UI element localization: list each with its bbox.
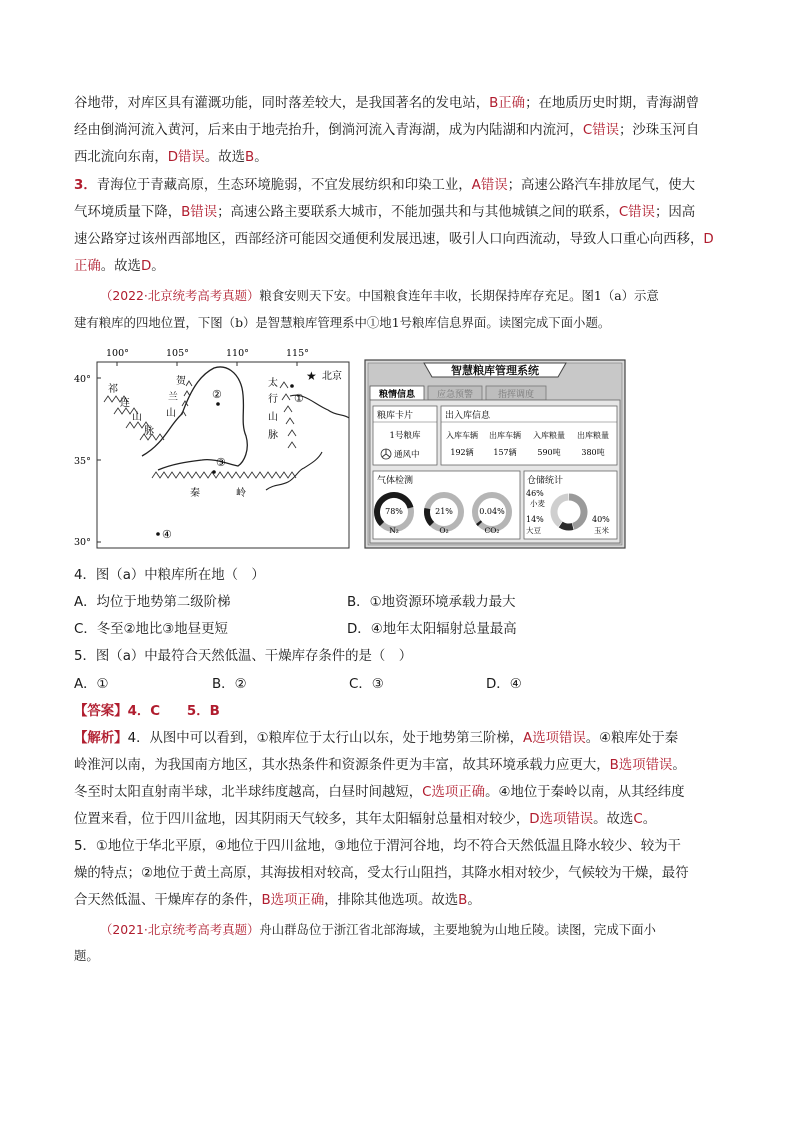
- card-title: 粮库卡片: [377, 411, 414, 421]
- storage-title: 仓储统计: [527, 476, 564, 486]
- tab-label: 指挥调度: [497, 390, 535, 400]
- inout-title: 出入库信息: [445, 411, 491, 421]
- gas-title: 气体检测: [377, 476, 414, 486]
- site-marker: [156, 532, 160, 536]
- gauge-pct: 0.04%: [479, 507, 505, 516]
- lon-label: 110°: [226, 348, 249, 359]
- analysis-line: 【解析】4．从图中可以看到，①粮库位于太行山以东，处于地势第三阶梯，A选项错误。④粮库处于秦: [74, 731, 679, 746]
- inout-value: 192辆: [450, 448, 474, 457]
- question-intro: （2022·北京统考高考真题）粮食安则天下安。中国粮食连年丰收，长期保持库存充足。图1（a）示意: [100, 288, 659, 303]
- option-c: C．③: [349, 677, 384, 692]
- lon-label: 105°: [166, 348, 189, 359]
- storage-name: 小麦: [530, 499, 545, 508]
- analysis-line: 冬至时太阳直射南半球，北半球纬度越高，白昼时间越短，C选项正确。④地位于秦岭以南，从其经纬度: [74, 785, 685, 800]
- analysis-line: 位置来看，位于四川盆地，因其阴雨天气较多，其年太阳辐射总量相对较少，D选项错误。故选C。: [74, 812, 657, 827]
- lat-label: 35°: [74, 456, 91, 467]
- inout-value: 157辆: [493, 448, 517, 457]
- gauge-name: CO₂: [484, 526, 500, 535]
- storage-pct: 14%: [526, 515, 544, 524]
- inout-value: 590吨: [537, 448, 561, 457]
- text-line: 谷地带，对库区具有灌溉功能，同时落差较大，是我国著名的发电站，B正确；在地质历史时期，青海湖曾: [74, 96, 700, 111]
- site-label: ③: [216, 456, 226, 469]
- mountain-label: 秦: [190, 488, 200, 499]
- tab-label: 应急预警: [436, 390, 474, 400]
- mountain-label: 山: [132, 412, 142, 423]
- mountain-label: 山: [166, 408, 176, 419]
- gauge-pct: 21%: [435, 507, 453, 516]
- mountain-label: 太: [268, 378, 278, 389]
- text-line: 经由倒淌河流入黄河，后来由于地壳抬升，倒淌河流入青海湖，成为内陆湖和内流河，C错误；沙珠玉河自: [74, 123, 700, 138]
- mountain-label: 兰: [168, 392, 178, 403]
- analysis-line: 燥的特点；②地位于黄土高原，其海拔相对较高，受太行山阻挡，其降水相对较少，气候较为干燥，最符: [74, 866, 689, 881]
- panel-title: 智慧粮库管理系统: [451, 364, 539, 377]
- lon-label: 100°: [106, 348, 129, 359]
- storage-slice: [561, 524, 573, 527]
- question-intro: （2021·北京统考高考真题）舟山群岛位于浙江省北部海域，主要地貌为山地丘陵。读图，完成下面小: [100, 922, 656, 937]
- yellow-river: [142, 367, 247, 470]
- text-line: 气环境质量下降，B错误；高速公路主要联系大城市，不能加强共和与其他城镇之间的联系，C错误；因高: [74, 205, 696, 220]
- option-a: A．①: [74, 677, 109, 692]
- storage-name: 大豆: [526, 526, 541, 535]
- question-intro: 建有粮库的四地位置，下图（b）是智慧粮库管理系中①地1号粮库信息界面。读图完成下面小题。: [74, 315, 611, 330]
- storage-pct: 40%: [592, 515, 610, 524]
- option-a: A．均位于地势第二级阶梯: [74, 595, 231, 610]
- capital-star-icon: ★: [306, 369, 317, 383]
- tab-label: 粮情信息: [378, 390, 416, 400]
- mountain-label: 岭: [236, 488, 246, 499]
- mountain-label: 连: [120, 398, 130, 409]
- storage-pct: 46%: [526, 489, 544, 498]
- card-status: 通风中: [394, 450, 420, 460]
- site-label: ①: [294, 392, 304, 405]
- inout-head: 入库车辆: [446, 431, 478, 440]
- option-b: B．②: [212, 677, 247, 692]
- option-c: C．冬至②地比③地昼更短: [74, 622, 228, 637]
- option-d: D．④地年太阳辐射总量最高: [347, 622, 517, 637]
- grain-depot-map: [74, 344, 352, 550]
- map-ticks: [97, 362, 297, 542]
- map-frame: [97, 362, 349, 548]
- mountain-label: 脉: [144, 426, 154, 437]
- mountain-label: 祁: [108, 384, 118, 395]
- inout-head: 出库粮量: [577, 431, 609, 440]
- gauge-name: N₂: [389, 526, 399, 535]
- site-marker: [212, 470, 216, 474]
- text-line: 正确。故选D。: [74, 259, 165, 274]
- mountain-label: 脉: [268, 430, 278, 441]
- storage-name: 玉米: [594, 526, 609, 535]
- lon-label: 115°: [286, 348, 309, 359]
- mountain-label: 山: [268, 412, 278, 423]
- lat-label: 40°: [74, 374, 91, 385]
- qinling-mountains: [152, 472, 296, 478]
- site-marker: [216, 402, 220, 406]
- inout-value: 380吨: [581, 448, 605, 457]
- gauge-name: O₂: [439, 526, 449, 535]
- gauge-fill: [478, 522, 480, 524]
- card-name: 1号粮库: [389, 431, 421, 441]
- text-line: 3．青海位于青藏高原，生态环境脆弱，不宜发展纺织和印染工业，A错误；高速公路汽车排放尾气，使大: [74, 178, 696, 193]
- question-stem: 4．图（a）中粮库所在地（ ）: [74, 568, 265, 583]
- mountain-label: 贺: [176, 376, 186, 387]
- text-line: 速公路穿过该州西部地区，西部经济可能因交通便利发展迅速，吸引人口向西流动，导致人口重心向西移，D: [74, 232, 714, 247]
- lat-label: 30°: [74, 537, 91, 548]
- inout-head: 出库车辆: [489, 431, 521, 440]
- analysis-line: 岭淮河以南，为我国南方地区，其水热条件和资源条件更为丰富，故其环境承载力应更大，B选项错误。: [74, 758, 686, 773]
- inout-head: 入库粮量: [533, 431, 565, 440]
- analysis-line: 合天然低温、干燥库存的条件，B选项正确，排除其他选项。故选B。: [74, 893, 481, 908]
- gauge-pct: 78%: [385, 507, 403, 516]
- smart-depot-panel: [364, 359, 626, 549]
- question-stem: 5．图（a）中最符合天然低温、干燥库存条件的是（ ）: [74, 649, 413, 664]
- question-intro: 题。: [74, 948, 99, 963]
- text-line: 西北流向东南，D错误。故选B。: [74, 150, 268, 165]
- mountain-label: 行: [268, 394, 278, 405]
- city-label: 北京: [322, 371, 342, 382]
- site-marker: [290, 384, 294, 388]
- site-label: ②: [212, 388, 222, 401]
- site-label: ④: [162, 528, 172, 541]
- answer-line: 【答案】4．C 5．B: [74, 704, 220, 719]
- option-b: B．①地资源环境承载力最大: [347, 595, 516, 610]
- option-d: D．④: [486, 677, 522, 692]
- analysis-line: 5．①地位于华北平原，④地位于四川盆地，③地位于渭河谷地，均不符合天然低温且降水较少、较为干: [74, 839, 681, 854]
